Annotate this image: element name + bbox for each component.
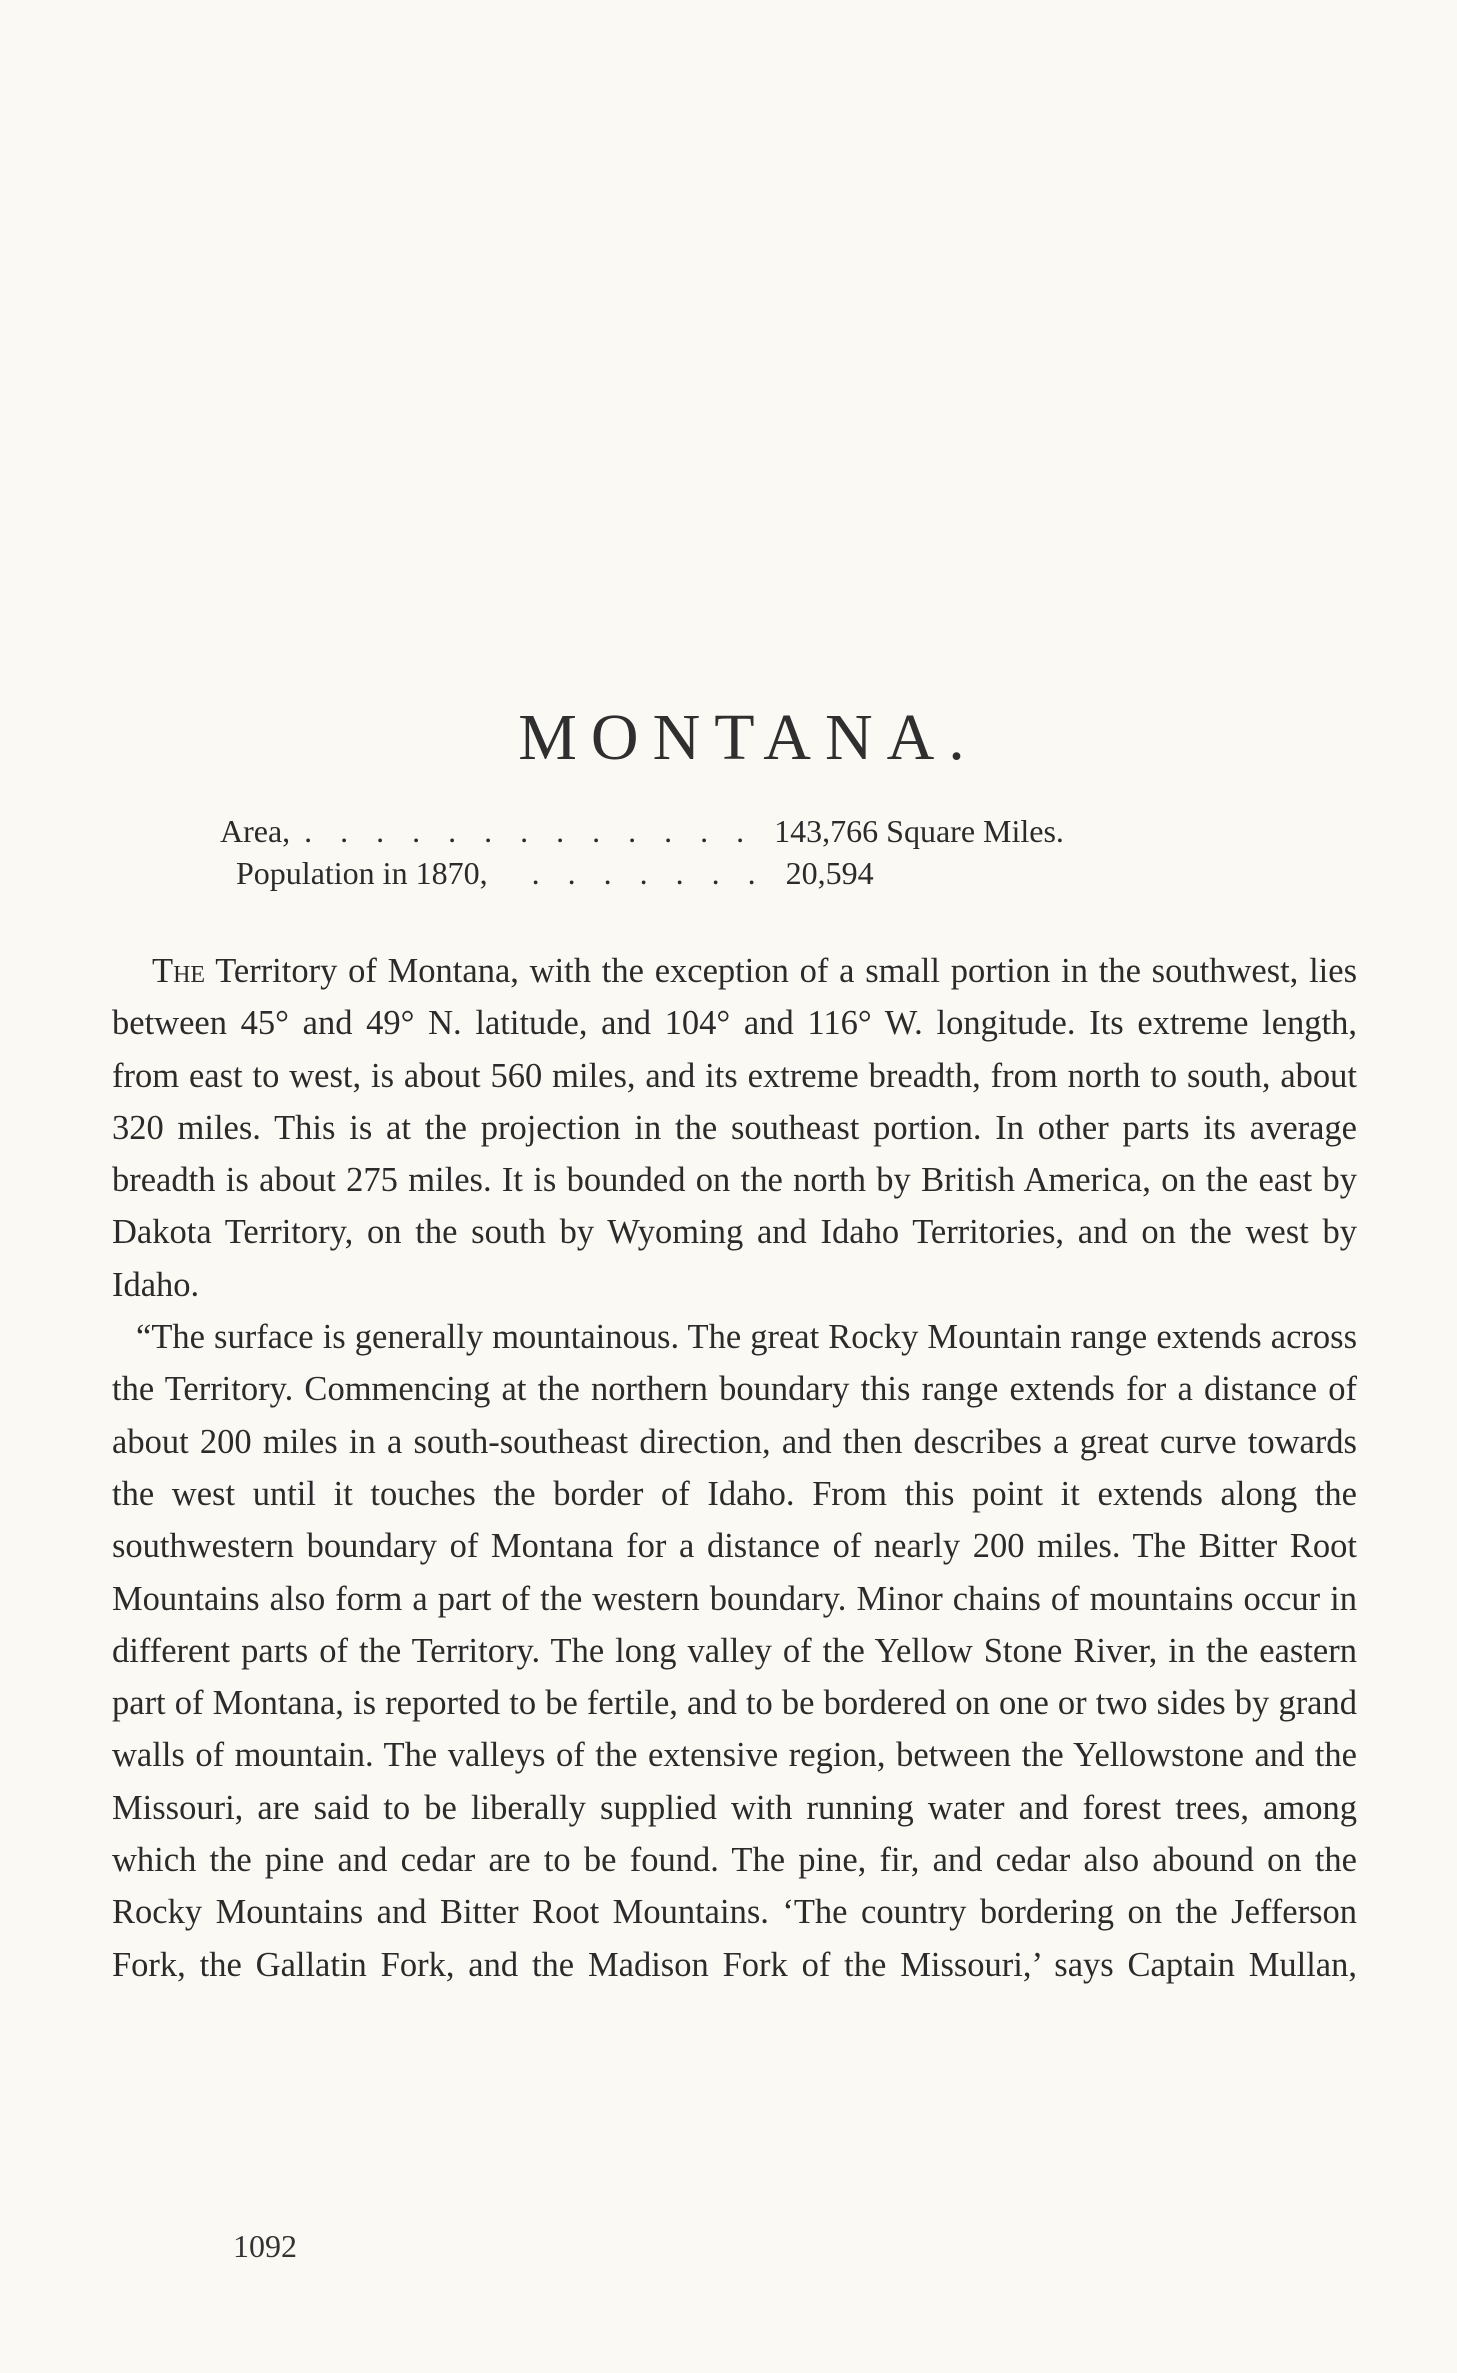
body-text	[112, 945, 1357, 1991]
area-value: 143,766 Square Miles.	[774, 813, 1064, 849]
paragraph-lead-word: The	[152, 952, 206, 990]
page-number: 1092	[233, 2228, 297, 2264]
paragraph-territory-text: Territory of Montana, with the exception of a small portion in the southwest, lies between 45° and 49° N. latitude, and 104° and 116° W. longitude. Its extreme length, from east to west, is about 560 miles, and its extreme breadth, from north to south, about 320 miles. This is at the projection in the southeast portion. In other parts its average breadth is about 275 miles. It is bounded on the north by British America, on the east by Dakota Territory, on the south by Wyoming and Idaho Territories, and on the west by Idaho.	[112, 952, 1357, 1304]
population-leader-dots: . . . . . . .	[531, 855, 766, 891]
paragraph-surface: “The surface is generally mountainous. The great Rocky Mountain range extends across the Territory. Commencing at the northern boundary this range extends for a distance of about 200 miles in a south-southeast direction, and then describes a great curve towards the west until it touches the border of Idaho. From this point it extends along the southwestern boundary of Montana for a distance of nearly 200 miles. The Bitter Root Mountains also form a part of the western boundary. Minor chains of mountains occur in different parts of the Territory. The long valley of the Yellow Stone River, in the eastern part of Montana, is reported to be fertile, and to be bordered on one or two sides by grand walls of mountain. The valleys of the extensive region, between the Yellowstone and the Missouri, are said to be liberally supplied with running water and forest trees, among which the pine and cedar are to be found. The pine, fir, and cedar also abound on the Rocky Mountains and Bitter Root Mountains. ‘The country bordering on the Jefferson Fork, the Gallatin Fork, and the Madison Fork of the Missouri,’ says Captain Mullan,	[112, 1318, 1357, 1984]
page-title: MONTANA.	[518, 701, 979, 774]
population-value: 20,594	[785, 855, 874, 891]
area-row	[220, 810, 1260, 852]
statistics-table	[220, 810, 1260, 894]
area-leader-dots: . . . . . . . . . . . . .	[304, 813, 755, 849]
population-row	[236, 852, 1260, 894]
area-label: Area,	[220, 813, 291, 849]
paragraph-territory	[112, 945, 1357, 1311]
population-label: Population in 1870,	[236, 855, 488, 891]
